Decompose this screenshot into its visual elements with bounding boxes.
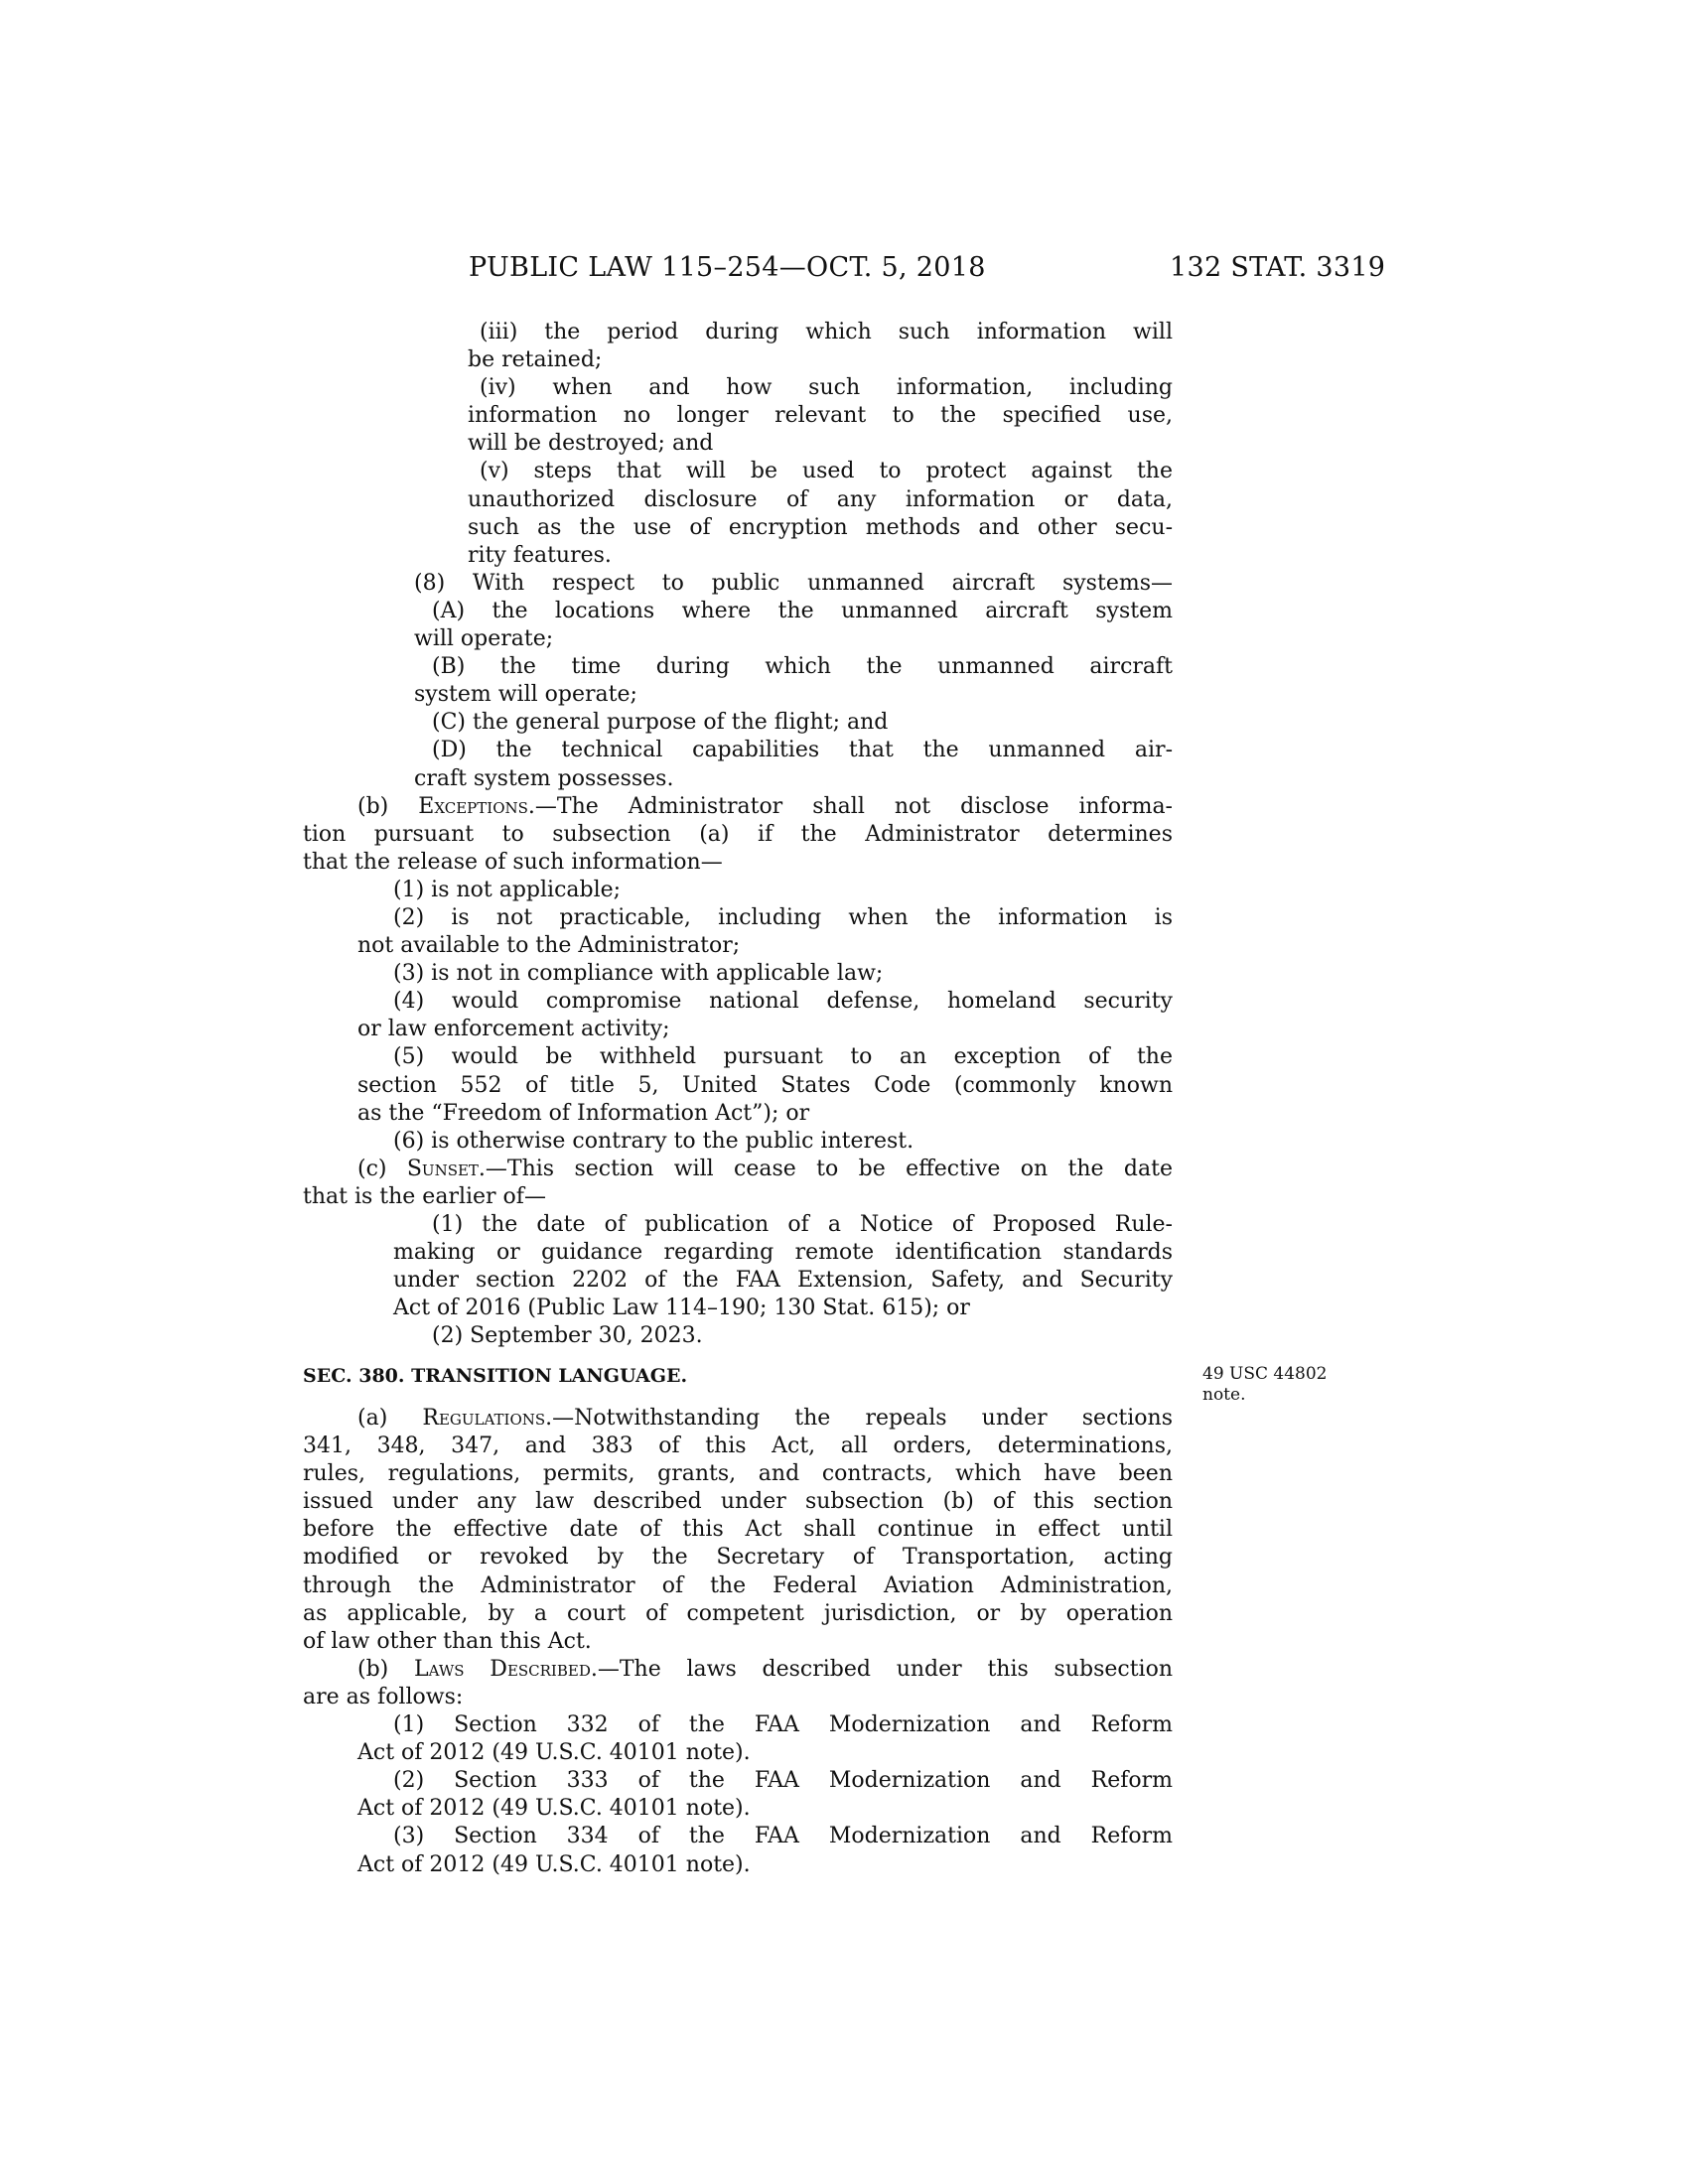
text-line: (1) Section 332 of the FAA Modernization and Reform <box>393 1712 1173 1738</box>
text-line: modified or revoked by the Secretary of Transportation, acting <box>303 1545 1173 1570</box>
subsection-label: (a) <box>357 1406 423 1431</box>
law-1 <box>0 1711 1688 1767</box>
text-line: tion pursuant to subsection (a) if the Administrator determines <box>303 821 1173 847</box>
subsection-label: (b) <box>357 1656 415 1682</box>
text-line: (C) the general purpose of the flight; and <box>432 710 889 736</box>
subsection-text: —Notwithstanding the repeals under sections <box>552 1406 1173 1431</box>
page-stat-number: 132 STAT. 3319 <box>1170 252 1386 283</box>
text-line: (8) With respect to public unmanned aircraft systems— <box>414 570 1173 596</box>
text-line: will be destroyed; and <box>468 431 714 457</box>
law-3 <box>0 1823 1688 1878</box>
text-line: (1) the date of publication of a Notice of Proposed Rule- <box>432 1212 1173 1237</box>
text-line: (6) is otherwise contrary to the public interest. <box>393 1128 914 1154</box>
text-line <box>357 1656 1173 1684</box>
text-line: (v) steps that will be used to protect against the <box>480 459 1173 484</box>
exception-1 <box>0 877 1688 904</box>
text-line: not available to the Administrator; <box>357 933 741 959</box>
subparagraph-d <box>0 737 1688 792</box>
text-line: Act of 2012 (49 U.S.C. 40101 note). <box>357 1740 751 1766</box>
subsection-heading: Exceptions. <box>418 793 535 819</box>
text-line: (A) the locations where the unmanned aircraft system <box>432 598 1173 623</box>
text-line <box>357 1405 1173 1433</box>
text-line: of law other than this Act. <box>303 1628 592 1654</box>
text-line: rity features. <box>468 542 612 568</box>
text-line: making or guidance regarding remote identification standards <box>393 1240 1173 1266</box>
text-line: information no longer relevant to the specified use, <box>468 403 1173 429</box>
running-header-title: PUBLIC LAW 115–254—OCT. 5, 2018 <box>469 252 986 283</box>
text-line: Act of 2012 (49 U.S.C. 40101 note). <box>357 1851 751 1877</box>
text-line <box>357 793 1173 821</box>
subsection-a-regulations <box>0 1405 1688 1656</box>
text-line: through the Administrator of the Federal Aviation Administration, <box>303 1572 1173 1598</box>
text-line: as applicable, by a court of competent jurisdiction, or by operation <box>303 1600 1173 1626</box>
text-line: (iii) the period during which such information will <box>480 320 1173 344</box>
margin-note-line: 49 USC 44802 <box>1202 1364 1328 1384</box>
text-line: or law enforcement activity; <box>357 1017 670 1042</box>
text-line: (1) is not applicable; <box>393 877 622 902</box>
text-line: (2) is not practicable, including when the information is <box>393 904 1173 930</box>
subsection-heading: Regulations. <box>422 1406 553 1431</box>
text-line: Act of 2016 (Public Law 114–190; 130 Stat. 615); or <box>393 1296 970 1321</box>
sunset-2 <box>0 1322 1688 1350</box>
margin-note-line: note. <box>1202 1385 1246 1405</box>
text-line: (5) would be withheld pursuant to an exception of the <box>393 1044 1173 1070</box>
text-line: (B) the time during which the unmanned aircraft <box>432 654 1173 680</box>
subparagraph-a <box>0 598 1688 653</box>
subsection-b-exceptions <box>0 793 1688 877</box>
text-line: (4) would compromise national defense, homeland security <box>393 989 1173 1015</box>
text-line: be retained; <box>468 347 603 373</box>
section-380-body <box>0 1405 1688 1879</box>
text-line: Act of 2012 (49 U.S.C. 40101 note). <box>357 1796 751 1822</box>
text-line: craft system possesses. <box>414 765 674 791</box>
section-body-continued <box>0 319 1688 1350</box>
subsection-b-laws-described <box>0 1656 1688 1711</box>
text-line: will operate; <box>414 626 554 652</box>
text-line: that is the earlier of— <box>303 1183 546 1209</box>
subparagraph-c <box>0 709 1688 737</box>
text-line: issued under any law described under subsection (b) of this section <box>303 1489 1173 1515</box>
text-line: (D) the technical capabilities that the unmanned air- <box>432 738 1173 763</box>
clause-iv <box>0 374 1688 458</box>
subsection-heading: Sunset. <box>406 1156 486 1181</box>
text-line: (2) Section 333 of the FAA Modernization and Reform <box>393 1768 1173 1794</box>
subsection-label: (c) <box>357 1156 407 1181</box>
subsection-label: (b) <box>357 793 419 819</box>
exception-3 <box>0 960 1688 988</box>
text-line: as the “Freedom of Information Act”); or <box>357 1100 810 1126</box>
text-line: (iv) when and how such information, including <box>480 375 1173 401</box>
text-line: section 552 of title 5, United States Code (commonly known <box>357 1072 1173 1098</box>
subsection-c-sunset <box>0 1156 1688 1211</box>
law-2 <box>0 1767 1688 1823</box>
text-line: 341, 348, 347, and 383 of this Act, all orders, determinations, <box>303 1433 1173 1459</box>
text-line <box>357 1156 1173 1183</box>
clause-v <box>0 458 1688 569</box>
subsection-text: —The laws described under this subsection <box>597 1656 1173 1682</box>
text-line: (3) is not in compliance with applicable law; <box>393 961 884 987</box>
exception-2 <box>0 904 1688 960</box>
section-heading: SEC. 380. TRANSITION LANGUAGE. <box>303 1365 688 1387</box>
exception-6 <box>0 1128 1688 1156</box>
margin-note <box>1202 1364 1328 1406</box>
exception-5 <box>0 1043 1688 1127</box>
subsection-text: —This section will cease to be effective on the date <box>485 1156 1173 1181</box>
text-line: unauthorized disclosure of any information or data, <box>468 486 1173 512</box>
text-line: before the effective date of this Act shall continue in effect until <box>303 1517 1173 1543</box>
text-line: under section 2202 of the FAA Extension, Safety, and Security <box>393 1268 1173 1294</box>
text-line: (2) September 30, 2023. <box>432 1323 703 1349</box>
clause-iii <box>0 319 1688 374</box>
text-line: system will operate; <box>414 682 637 708</box>
subparagraph-b <box>0 653 1688 709</box>
text-line: that the release of such information— <box>303 849 723 875</box>
text-line: are as follows: <box>303 1684 464 1709</box>
subsection-heading: Laws Described. <box>414 1656 598 1682</box>
text-line: such as the use of encryption methods and other secu- <box>468 514 1173 540</box>
paragraph-8 <box>0 570 1688 598</box>
text-line: (3) Section 334 of the FAA Modernization and Reform <box>393 1824 1173 1849</box>
text-line: rules, regulations, permits, grants, and contracts, which have been <box>303 1461 1173 1487</box>
sunset-1 <box>0 1211 1688 1322</box>
exception-4 <box>0 988 1688 1043</box>
subsection-text: —The Administrator shall not disclose informa- <box>534 793 1173 819</box>
